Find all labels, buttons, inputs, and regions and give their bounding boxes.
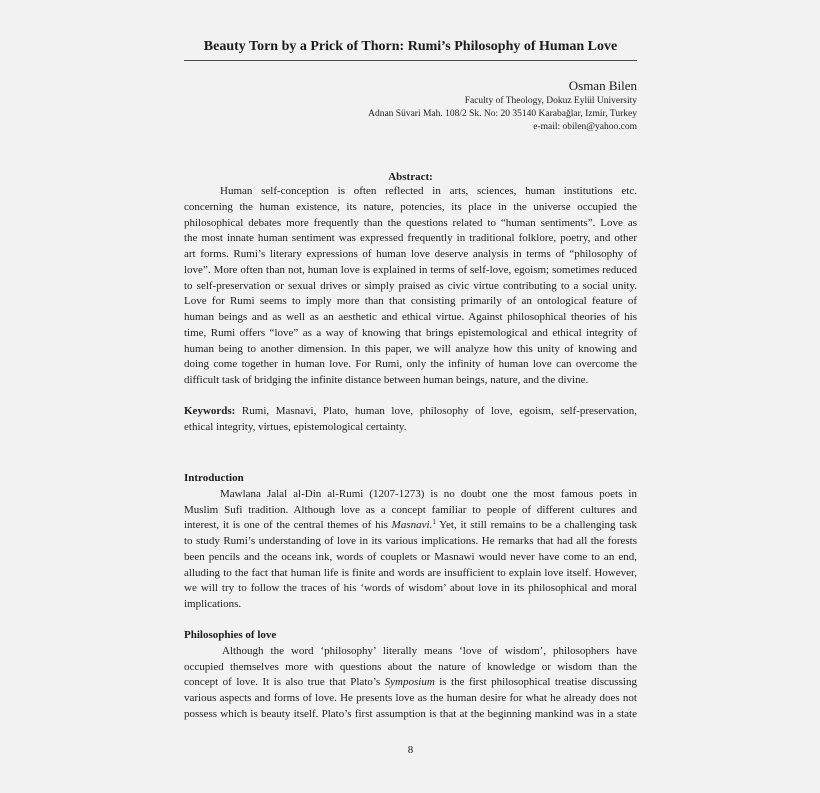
text-segment: concept of love. It is also true that Plato’s xyxy=(184,676,385,689)
author-email: e-mail: obilen@yahoo.com xyxy=(533,121,637,132)
text-segment: interest, it is one of the central themes of his xyxy=(184,519,392,532)
text-segment: Yet, it still remains to be a challenging task xyxy=(435,519,638,532)
introduction-line: to study Rumi’s understanding of love in its various implications. He remarks that had all the forests xyxy=(184,535,637,547)
philosophies-line: various aspects and forms of love. He presents love as the human desire for what he already does not xyxy=(184,692,637,704)
philosophies-section xyxy=(184,628,637,723)
keywords-block xyxy=(184,403,637,435)
abstract-line: difficult task of bridging the infinite distance between human beings, nature, and the divine. xyxy=(184,374,589,387)
abstract-line: time, Rumi offers “love” as a way of knowing that brings epistemological and ethical integrity of xyxy=(184,326,637,339)
author-details xyxy=(184,95,637,134)
header-rule xyxy=(184,60,637,61)
introduction-section xyxy=(184,471,637,613)
introduction-line: been pencils and the oceans ink, words of couplets or Masnawi would never have come to an end, xyxy=(184,550,637,563)
philosophies-line: Although the word ‘philosophy’ literally means ‘love of wisdom’, philosophers have xyxy=(222,644,637,657)
author-name: Osman Bilen xyxy=(568,78,637,93)
introduction-line: we will try to follow the traces of his ‘words of wisdom’ about love in its philosophical and moral xyxy=(184,582,637,595)
keywords-text: Rumi, Masnavi, Plato, human love, philosophy of love, egoism, self-preservation, xyxy=(241,405,637,417)
philosophies-line: possess which is beauty itself. Plato’s first assumption is that at the beginning mankind was in a state xyxy=(184,707,637,720)
introduction-line: alluding to the fact that human life is finite and words are insufficient to explain love itself. However, xyxy=(184,566,637,579)
abstract-line: art forms. Rumi’s literary expressions of human love deserve analysis in terms of “philosophy of xyxy=(184,248,637,261)
philosophies-line: occupied themselves more with questions about the nature of knowledge or wisdom than the xyxy=(184,660,637,673)
introduction-line: Muslim Sufi tradition. Although love as a concept familiar to people of different cultures and xyxy=(184,503,637,516)
author-affiliation: Faculty of Theology, Dokuz Eylül University xyxy=(464,95,637,106)
running-title: Beauty Torn by a Prick of Thorn: Rumi’s Philosophy of Human Love xyxy=(203,39,618,54)
keywords-line xyxy=(184,403,637,419)
abstract-line: human being to another dimension. In this paper, we will analyze how this unity of knowing and xyxy=(184,342,637,355)
keywords-line: ethical integrity, virtues, epistemological certainty. xyxy=(184,421,407,433)
introduction-line: Mawlana Jalal al-Din al-Rumi (1207-1273) is no doubt one the most famous poets in xyxy=(220,487,637,500)
italic-title: Symposium xyxy=(384,676,435,689)
abstract-line: philosophical debates more frequently than the questions related to “human sentiments”. Love as xyxy=(184,216,637,229)
footnote-marker: 1 xyxy=(432,518,436,527)
abstract-body xyxy=(184,184,637,389)
abstract-line: concerning the human existence, its nature, potencies, its place in the universe occupied the xyxy=(184,200,637,213)
philosophies-line xyxy=(184,675,637,691)
italic-title: Masnavi. xyxy=(391,519,433,532)
abstract-line: love”. More often than not, human love is explained in terms of self-love, egoism; sometimes reduced xyxy=(184,263,637,276)
abstract-heading: Abstract: xyxy=(388,171,433,183)
keywords-label: Keywords: xyxy=(184,405,236,417)
abstract-line: Love for Rumi seems to imply more than that consisting primarily of an ontological feature of xyxy=(184,295,637,308)
introduction-heading: Introduction xyxy=(184,472,244,484)
text-segment: is the first philosophical treatise discussing xyxy=(434,676,637,689)
author-address: Adnan Süvari Mah. 108/2 Sk. No: 20 35140 Karabağlar, Izmir, Turkey xyxy=(368,108,637,119)
abstract-line: doing come together in human love. For Rumi, only the infinity of human love can overcome the xyxy=(184,358,637,371)
abstract-line: Human self-conception is often reflected in arts, sciences, human institutions etc. xyxy=(220,185,637,198)
philosophies-heading: Philosophies of love xyxy=(184,629,277,641)
introduction-line: implications. xyxy=(184,598,242,610)
abstract-line: the most innate human sentiment was expressed frequently in traditional folklore, poetry, and other xyxy=(184,232,637,245)
introduction-line xyxy=(184,518,637,534)
abstract-line: human beings and as well as an aesthetic and ethical virtue. Against philosophical theories of his xyxy=(184,311,637,324)
abstract-line: to self-preservation or sexual drives or simply praised as civic virtue contributing to a social unity. xyxy=(184,279,637,292)
page-number: 8 xyxy=(407,744,414,756)
